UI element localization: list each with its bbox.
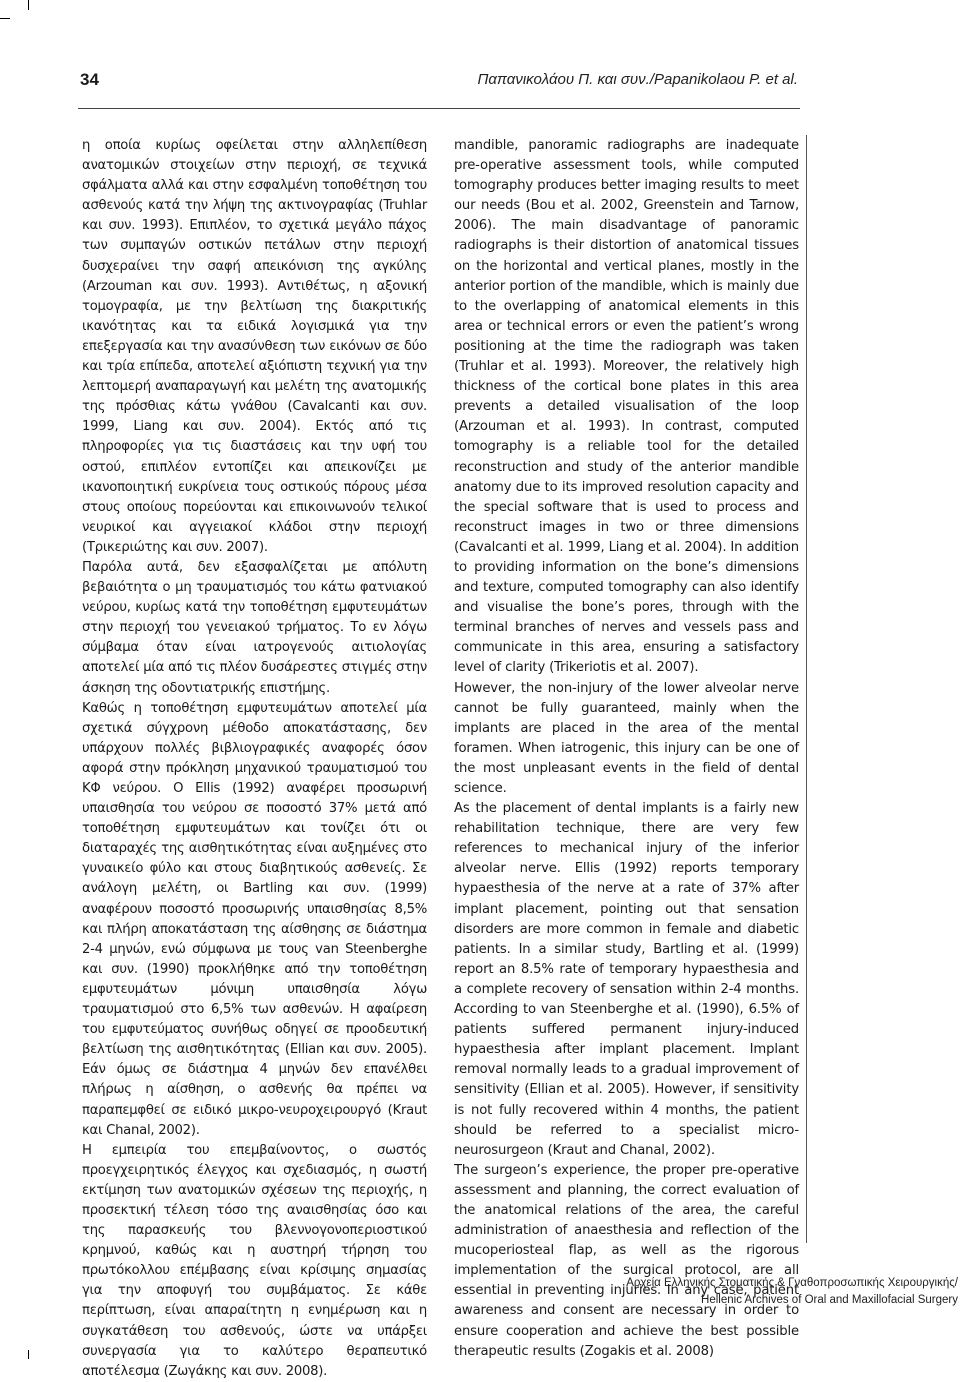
paragraph: Καθώς η τοποθέτηση εμφυτευμάτων αποτελεί μία σχετικά σύγχρονη μέθοδο αποκατάστασης, δεν υπάρχουν πολλές βιβλιογραφικές αναφορές όσον αφορά στην πρόκληση μηχανικού τραυματισμού του ΚΦ νεύρου. Ο Ellis (1992) αναφέρει προσωρινή υπαισθησία του νεύρου σε ποσοστό 37% μετά από τοποθέτηση εμφυτευμάτων και τονίζει ότι οι διαταραχές της αισθητικότητας είναι αυξημένες στο γυναικείο φύλο και στους διαβητικούς ασθενείς. Σε ανάλογη μελέτη, οι Bartling και συν. (1999) αναφέρουν ποσοστό προσωρινής υπαισθησίας 8,5% και πλήρη αποκατάσταση της αίσθησης σε διάστημα 2-4 μηνών, ενώ σύμφωνα με τους van Steenberghe και συν. (1990) προκλήθηκε από την τοποθέτηση εμφυτευμάτων μόνιμη υπαισθησία λόγω τραυματισμού στο 6,5% των ασθενών. Η αφαίρεση του εμφυτεύματος συνήθως οδηγεί σε προοδευτική βελτίωση της αισθητικότητας (Ellian και συν. 2005). Εάν όμως σε διάστημα 4 μηνών δεν επανέλθει πλήρως η αίσθηση, ο ασθενής θα πρέπει να παραπεμφθεί σε ειδικό μικρο-νευροχειρουργό (Kraut και Chanal, 2002).: [82, 700, 427, 1138]
paragraph: As the placement of dental implants is a fairly new rehabilitation technique, there are very few references to mechanical injury of the inferior alveolar nerve. Ellis (1992) reports temporary hypaesthesia of the nerve at a rate of 37% after implant placement, pointing out that sensation disorders are more common in female and diabetic patients. In a similar study, Bartling et al. (1999) report an 8.5% rate of temporary hypaesthesia and a complete recovery of sensation within 2-4 months. According to van Steenberghe et al. (1990), 6.5% of patients suffered permanent injury-induced hypaesthesia after implant placement. Implant removal normally leads to a gradual improvement of sensitivity (Ellian et al. 2005). However, if sensitivity is not fully recovered within 4 months, the patient should be referred to a specialist micro-neurosurgeon (Kraut and Chanal, 2002).: [454, 801, 799, 1158]
footer-journal-greek: Αρχεία Ελληνικής Στοματικής & Γναθοπροσωπικής Χειρουργικής/: [626, 1277, 958, 1289]
footer-journal-english: Hellenic Archives of Oral and Maxillofacial Surgery: [701, 1294, 958, 1306]
crop-mark: [28, 0, 29, 10]
paragraph: η οποία κυρίως οφείλεται στην αλληλεπίθεση ανατομικών στοιχείων στην περιοχή, σε τεχνικά σφάλματα αλλά και στην εσφαλμένη τοποθέτηση του ασθενούς κατά την λήψη της ακτινογραφίας (Truhlar και συν. 1993). Επιπλέον, το σχετικά μεγάλο πάχος των συμπαγών οστικών πετάλων στην περιοχή δυσχεραίνει την σαφή απεικόνιση της αγκύλης (Arzouman και συν. 1993). Αντιθέτως, η αξονική τομογραφία, με την βελτίωση της διακριτικής ικανότητας και τα ειδικά λογισμικά για την επεξεργασία και την ανασύνθεση των εικόνων σε δύο και τρία επίπεδα, αποτελεί αξιόπιστη τεχνική για την λεπτομερή αναπαραγωγή και μελέτη της ανατομικής της πρόσθιας κάτω γνάθου (Cavalcanti και συν. 1999, Liang και συν. 2004). Εκτός από τις πληροφορίες για τις διαστάσεις και την υφή του οστού, επιπλέον εντοπίζει και απεικονίζει με ικανοποιητική ευκρίνεια τους οστικούς πόρους μέσα στους οποίους πορεύονται και επικοινωνούν τελικοί νευρικοί και αγγειακοί κλάδοι στην περιοχή (Τρικεριώτης και συν. 2007).: [82, 138, 427, 555]
paragraph: However, the non-injury of the lower alveolar nerve cannot be fully guaranteed, mainly when the implants are placed in the area of the mental foramen. When iatrogenic, this injury can be one of the most unpleasant events in the field of dental science.: [454, 680, 799, 796]
column-divider: [806, 135, 807, 1243]
paragraph: mandible, panoramic radiographs are inadequate pre-operative assessment tools, while computed tomography produces better imaging results to meet our needs (Bou et al. 2002, Greenstein and Tarnow, 2006). The main disadvantage of panoramic radiographs is their distortion of anatomical tissues on the horizontal and vertical planes, mostly in the anterior portion of the mandible, which is mainly due to the overlapping of anatomical elements in this area or technical errors or even the patient’s wrong positioning at the time the radiograph was taken (Truhlar et al. 1993). Moreover, the relatively high thickness of the cortical bone plates in this area prevents a detailed visualisation of the loop (Arzouman et al. 1993). In contrast, computed tomography is a reliable tool for the detailed reconstruction and study of the anterior mandible anatomy due to its improved resolution capacity and the special software that is used to process and reconstruct images in two or three dimensions (Cavalcanti et al. 1999, Liang et al. 2004). In addition to providing information on the bone’s dimensions and texture, computed tomography can also identify and visualise the bone’s pores, through with the terminal branches of nerves and vessels pass and communicate in this area, ensuring a satisfactory level of clarity (Trikeriotis et al. 2007).: [454, 138, 799, 676]
footer: [626, 1275, 958, 1309]
paragraph: The surgeon’s experience, the proper pre-operative assessment and planning, the correct evaluation of the anatomical relations of the area, the careful administration of anaesthesia and reflection of the mucoperiosteal flap, as well as the rigorous implementation of the surgical protocol, are all essential in preventing injuries. In any case, patient awareness and consent are necessary in order to ensure cooperation and achieve the best possible therapeutic results (Zogakis et al. 2008): [454, 1162, 799, 1359]
paragraph: Παρόλα αυτά, δεν εξασφαλίζεται με απόλυτη βεβαιότητα ο μη τραυματισμός του κάτω φατνιακού νεύρου, κυρίως κατά την τοποθέτηση εμφυτευμάτων στην περιοχή του γενειακού τρήματος. Το εν λόγω σύμβαμα όταν είναι ιατρογενούς αιτιολογίας αποτελεί μία από τις πλέον δυσάρεστες στιγμές στην άσκηση της οδοντιατρικής επιστήμης.: [82, 559, 427, 696]
paragraph: Η εμπειρία του επεμβαίνοντος, ο σωστός προεγχειρητικός έλεγχος και σχεδιασμός, η σωστή εκτίμηση των ανατομικών σχέσεων της περιοχής, η προσεκτική τέλεση τόσο της αναισθησίας όσο και της παρασκευής του βλεννογονοπεριοστικού κρημνού, καθώς και η αυστηρή τήρηση του πρωτόκολλου επέμβασης είναι κρίσιμης σημασίας για την αποφυγή του συμβάματος. Σε κάθε περίπτωση, είναι απαραίτητη η ενημέρωση και η συγκατάθεση του ασθενούς, ώστε να υπάρξει συνεργασία για το καλύτερο θεραπευτικό αποτέλεσμα (Ζωγάκης και συν. 2008).: [82, 1142, 427, 1379]
crop-mark: [28, 1350, 29, 1359]
page-number: 34: [80, 70, 99, 89]
left-column-greek: [82, 136, 427, 1382]
right-column-english: [454, 136, 799, 1362]
running-head: Παπανικολάου Π. και συν./Papanikolaou P. et al.: [477, 71, 798, 88]
header-rule: [78, 108, 800, 109]
crop-mark: [0, 18, 10, 19]
